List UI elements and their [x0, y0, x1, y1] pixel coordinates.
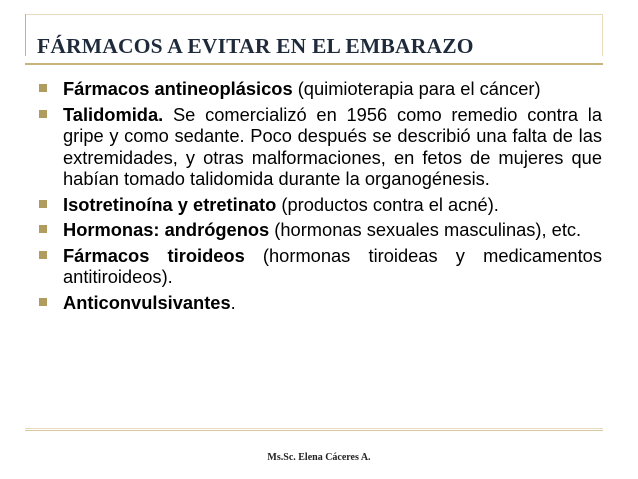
list-item	[38, 245, 602, 288]
item-text: (productos contra el acné).	[276, 193, 499, 215]
list-item	[38, 78, 602, 100]
list-item	[38, 104, 602, 190]
square-bullet-icon	[39, 251, 47, 259]
square-bullet-icon	[39, 298, 47, 306]
left-accent-line	[25, 14, 26, 56]
item-keyword: Hormonas: andrógenos	[63, 219, 270, 240]
list-item	[38, 194, 602, 216]
top-border-line	[25, 14, 603, 15]
square-bullet-icon	[39, 110, 47, 118]
item-text: Se comercializó en 1956 como remedio contra la gripe y como sedante. Poco después se describió una falta de las extremidades, y otras malformaciones, en fetos de mujeres que habían tomado talidomida durante la organogénesis.	[63, 103, 602, 189]
item-text: (hormonas tiroideas y medicamentos antitiroideos).	[63, 244, 602, 287]
slide-title: FÁRMACOS A EVITAR EN EL EMBARAZO	[37, 34, 474, 58]
title-underline	[25, 63, 603, 65]
item-text: (hormonas sexuales masculinas), etc.	[269, 219, 582, 240]
item-keyword: Isotretinoína y etretinato	[63, 193, 277, 215]
list-item	[38, 292, 602, 314]
square-bullet-icon	[39, 200, 47, 208]
item-keyword: Anticonvulsivantes	[63, 291, 231, 313]
slide-footer-author: Ms.Sc. Elena Cáceres A.	[267, 452, 371, 463]
item-text: (quimioterapia para el cáncer)	[292, 78, 541, 99]
right-border-line	[602, 14, 603, 56]
item-keyword: Fármacos tiroideos	[63, 244, 245, 266]
footer-divider	[25, 430, 603, 431]
item-text: .	[230, 291, 236, 313]
item-keyword: Talidomida.	[63, 103, 164, 125]
bullet-list	[38, 78, 602, 317]
footer-divider-light	[25, 428, 603, 429]
item-keyword: Fármacos antineoplásicos	[63, 78, 293, 99]
list-item	[38, 219, 602, 241]
square-bullet-icon	[39, 225, 47, 233]
square-bullet-icon	[39, 84, 47, 92]
